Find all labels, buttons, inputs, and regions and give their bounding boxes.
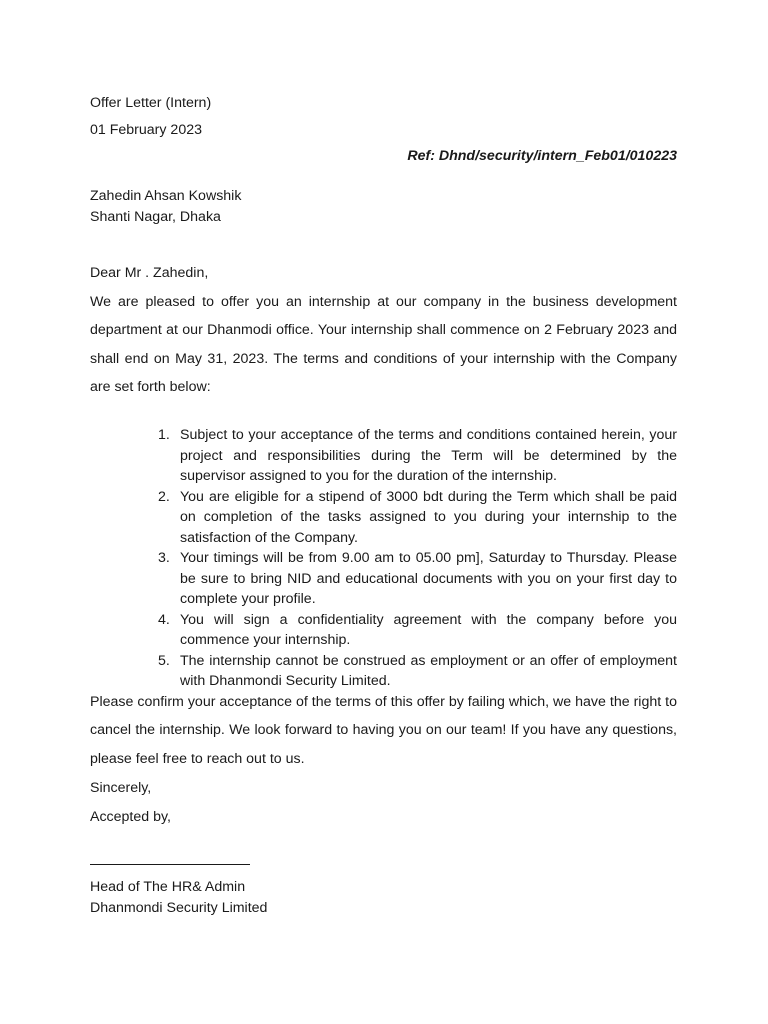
closing-paragraph: Please confirm your acceptance of the terms of this offer by failing which, we have the right to cancel the internship. We look forward to having you on our team! If you have any questions, please feel free to reach out to us. xyxy=(90,694,677,767)
list-text: You will sign a confidentiality agreement with the company before you commence your internship. xyxy=(180,611,677,648)
list-text: Subject to your acceptance of the terms and conditions contained herein, your project and responsibilities during the Term will be determined by the supervisor assigned to you for the duration of the internship. xyxy=(180,427,677,484)
salutation: Dear Mr . Zahedin, xyxy=(90,265,209,281)
letter-page xyxy=(90,0,677,1024)
list-text: You are eligible for a stipend of 3000 bdt during the Term which shall be paid on completion of the tasks assigned to you during your internship to the satisfaction of the Company. xyxy=(180,488,677,546)
recipient-name: Zahedin Ahsan Kowshik xyxy=(90,188,242,204)
accepted-by: Accepted by, xyxy=(90,809,171,825)
list-number: 3. xyxy=(158,550,170,566)
signature-line xyxy=(90,864,250,865)
intro-paragraph: We are pleased to offer you an internship at our company in the business development department at our Dhanmodi office. Your internship shall commence on 2 February 2023 and shall end on May 31, 2023. The terms and conditions of your internship with the Company are set forth below: xyxy=(90,294,677,395)
recipient-address: Shanti Nagar, Dhaka xyxy=(90,209,221,225)
signatory-title: Head of The HR& Admin xyxy=(90,879,246,895)
list-text: The internship cannot be construed as employment or an offer of employment with Dhanmondi Security Limited. xyxy=(180,652,677,689)
signatory-organization: Dhanmondi Security Limited xyxy=(90,900,268,916)
sincerely: Sincerely, xyxy=(90,780,152,796)
list-item xyxy=(90,425,677,487)
list-item xyxy=(90,487,677,549)
reference-number: Ref: Dhnd/security/intern_Feb01/010223 xyxy=(407,148,677,164)
list-number: 2. xyxy=(158,488,170,505)
list-number: 1. xyxy=(158,427,170,443)
terms-list xyxy=(90,425,677,692)
letter-title: Offer Letter (Intern) xyxy=(90,95,212,111)
list-text: Your timings will be from 9.00 am to 05.00 pm], Saturday to Thursday. Please be sure to bring NID and educational documents with you on your first day to complete your profile. xyxy=(180,550,677,607)
list-number: 5. xyxy=(158,652,170,669)
list-number: 4. xyxy=(158,611,170,628)
list-item xyxy=(90,548,677,610)
list-item xyxy=(90,610,677,651)
letter-date: 01 February 2023 xyxy=(90,122,202,138)
list-item xyxy=(90,651,677,692)
